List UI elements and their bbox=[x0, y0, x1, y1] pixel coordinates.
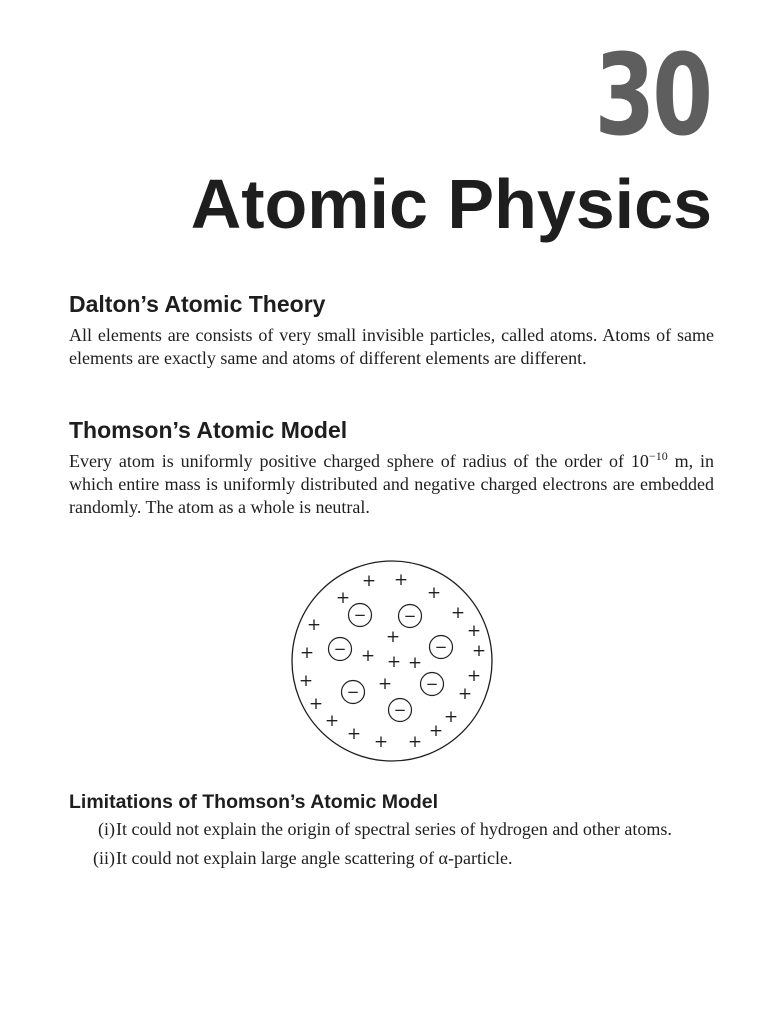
svg-text:−: − bbox=[333, 640, 347, 658]
positive-charge: + bbox=[443, 707, 459, 727]
electron bbox=[430, 636, 453, 659]
chapter-title: Atomic Physics bbox=[190, 165, 712, 243]
list-item-text: It could not explain large angle scattering of α-particle. bbox=[116, 848, 513, 868]
electron bbox=[421, 673, 444, 696]
positive-charge: + bbox=[450, 603, 466, 623]
list-item-text: It could not explain the origin of spectral series of hydrogen and other atoms. bbox=[116, 819, 672, 839]
dalton-heading: Dalton’s Atomic Theory bbox=[69, 291, 326, 317]
chapter-number: 30 bbox=[594, 31, 710, 161]
positive-charge: + bbox=[457, 684, 473, 704]
list-item bbox=[69, 817, 714, 841]
limitations-list bbox=[69, 817, 714, 870]
positive-charge: + bbox=[360, 646, 376, 666]
positive-charge: + bbox=[299, 643, 315, 663]
thomson-atom-diagram bbox=[285, 560, 499, 764]
positive-charge: + bbox=[346, 724, 362, 744]
positive-charge: + bbox=[471, 641, 487, 661]
positive-charge: + bbox=[466, 666, 482, 686]
positive-charge: + bbox=[324, 711, 340, 731]
svg-text:−: − bbox=[434, 638, 448, 656]
thomson-text-end: m, in which entire mass is uniformly distributed and negative charged electrons are embedded randomly. The atom as a whole is neutral. bbox=[69, 451, 714, 517]
positive-charge: + bbox=[373, 732, 389, 752]
positive-charge: + bbox=[407, 653, 423, 673]
thomson-heading: Thomson’s Atomic Model bbox=[69, 417, 348, 443]
positive-charge: + bbox=[377, 674, 393, 694]
section-thomson bbox=[69, 416, 714, 519]
svg-text:−: − bbox=[403, 607, 417, 625]
positive-charge: + bbox=[361, 571, 377, 591]
positive-charge: + bbox=[335, 588, 351, 608]
section-dalton bbox=[69, 290, 714, 370]
electron bbox=[349, 604, 372, 627]
list-item-number: (i) bbox=[98, 819, 115, 839]
svg-text:−: − bbox=[353, 606, 367, 624]
svg-text:−: − bbox=[346, 683, 360, 701]
positive-charge: + bbox=[308, 694, 324, 714]
electron bbox=[399, 605, 422, 628]
positive-charge: + bbox=[306, 615, 322, 635]
limitations-heading: Limitations of Thomson’s Atomic Model bbox=[69, 791, 439, 813]
positive-charge: + bbox=[386, 652, 402, 672]
positive-charge: + bbox=[393, 570, 409, 590]
positive-charge: + bbox=[407, 732, 423, 752]
electron bbox=[389, 699, 412, 722]
section-limitations bbox=[69, 790, 714, 875]
positive-charge: + bbox=[466, 621, 482, 641]
thomson-text bbox=[69, 450, 714, 519]
electron bbox=[329, 638, 352, 661]
positive-charge: + bbox=[298, 671, 314, 691]
positive-charge: + bbox=[428, 721, 444, 741]
svg-text:−: − bbox=[425, 675, 439, 693]
thomson-text-start: Every atom is uniformly positive charged sphere of radius of the order of 10 bbox=[69, 451, 649, 471]
positive-charge: + bbox=[426, 583, 442, 603]
dalton-text: All elements are consists of very small invisible particles, called atoms. Atoms of same elements are exactly same and atoms of different elements are different. bbox=[69, 325, 714, 368]
list-item-number: (ii) bbox=[93, 848, 115, 868]
positive-charge: + bbox=[385, 627, 401, 647]
svg-text:−: − bbox=[393, 701, 407, 719]
thomson-exponent: −10 bbox=[648, 449, 668, 463]
list-item bbox=[69, 846, 714, 870]
electron bbox=[342, 681, 365, 704]
